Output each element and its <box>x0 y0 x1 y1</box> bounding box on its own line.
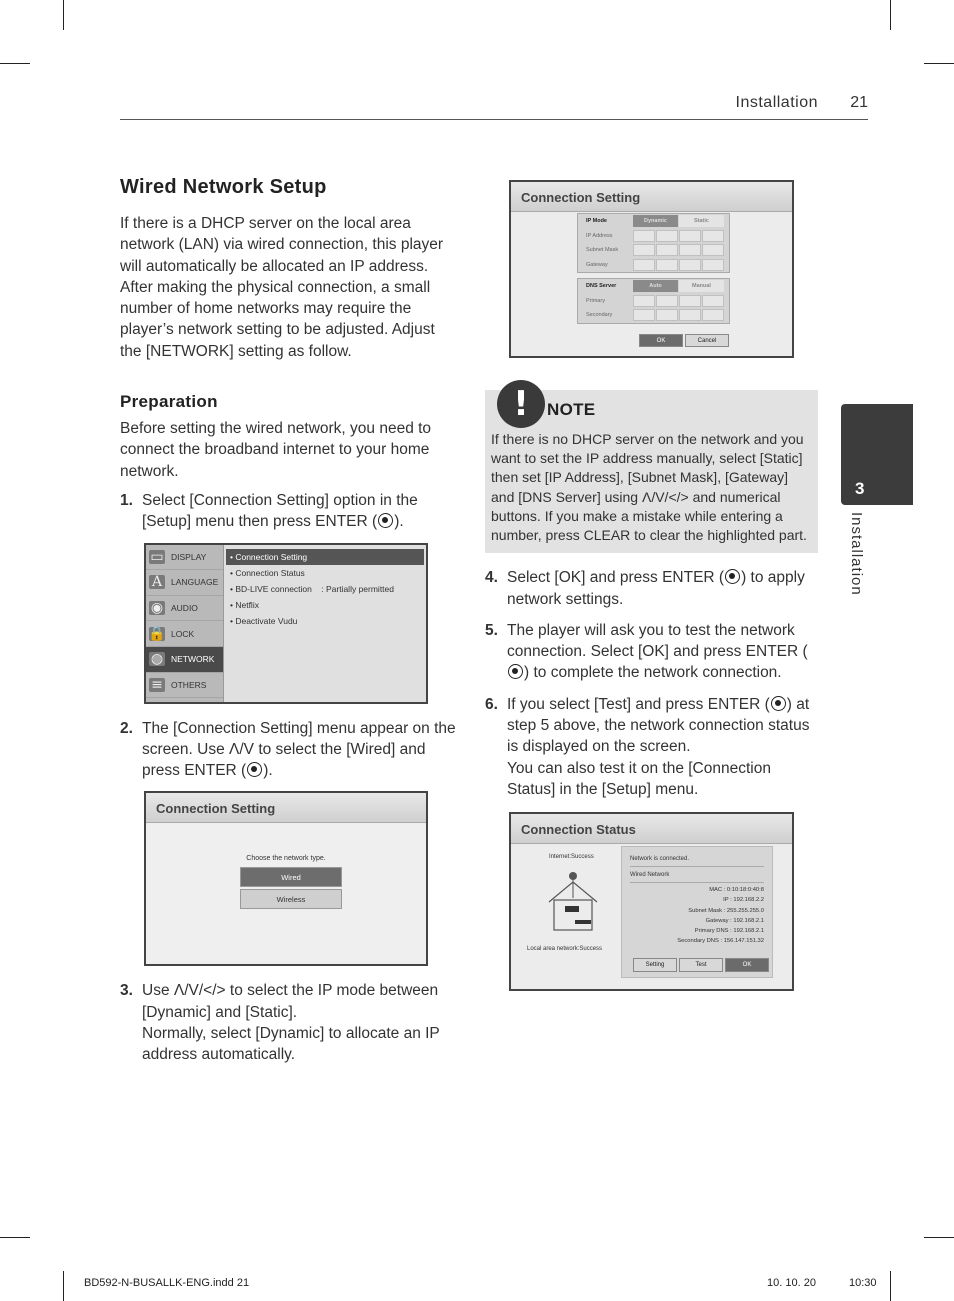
option-vudu: • Deactivate Vudu <box>230 615 298 626</box>
chapter-label: Installation <box>848 512 865 596</box>
lock-icon: 🔒 <box>148 625 166 642</box>
ip-address-label: IP Address <box>586 232 613 239</box>
setup-menu-item-language <box>146 570 223 596</box>
crop-mark <box>890 1271 891 1301</box>
option-connection-setting: • Connection Setting <box>226 549 424 565</box>
step-3 <box>120 980 456 1065</box>
ip-mode-group <box>577 213 730 273</box>
display-icon: ▭ <box>150 548 164 565</box>
mac-address: MAC : 0:10:18:0:40:8 <box>709 887 764 894</box>
setup-menu-screenshot <box>144 543 428 704</box>
secondary-dns: Secondary DNS : 156.147.151.32 <box>677 938 764 945</box>
ip-setting-screenshot <box>509 180 794 358</box>
step-text <box>507 567 818 610</box>
step-text-part: You can also test it on the [Connection Status] in the [Setup] menu. <box>507 759 771 798</box>
ip-address: IP : 192.168.2.2 <box>723 897 764 904</box>
steps-list <box>120 980 456 1065</box>
intro-paragraph: If there is a DHCP server on the local area network (LAN) via wired connection, this player will automatically be allocated an IP address. After making the physical connection, a small number of home networks may require the player’s network setting to be adjusted. Adjust the [NETWORK] setting as follow. <box>120 215 444 360</box>
step-text-part: ) to complete the network connection. <box>524 664 782 682</box>
subnet-mask: Subnet Mask : 255.255.255.0 <box>688 907 764 914</box>
step-text <box>507 620 818 684</box>
setup-menu-item-label: NETWORK <box>171 654 215 665</box>
enter-icon <box>771 696 786 711</box>
footer-file: BD592-N-BUSALLK-ENG.indd 21 <box>84 1277 250 1289</box>
setup-menu-item-label: AUDIO <box>171 603 198 614</box>
page-number: 21 <box>850 94 868 111</box>
primary-dns: Primary DNS : 192.168.2.1 <box>694 928 764 934</box>
exclamation-icon: ! <box>497 380 545 428</box>
step-4 <box>485 567 818 610</box>
static-button: Static <box>679 215 724 227</box>
option-value: : Partially permitted <box>321 583 394 594</box>
screen-title: Connection Setting <box>146 793 426 823</box>
step-text <box>142 490 456 533</box>
note-box <box>485 384 818 553</box>
step-text-part: ). <box>394 513 404 531</box>
primary-dns-label: Primary <box>586 297 605 304</box>
screen-title: Connection Status <box>511 814 792 844</box>
audio-icon: ◉ <box>150 600 164 617</box>
house-icon <box>545 872 601 932</box>
preparation-heading: Preparation <box>120 392 218 412</box>
setup-menu-item-label: LOCK <box>171 628 195 639</box>
step-number: 4. <box>485 569 498 587</box>
steps-list <box>485 567 818 800</box>
running-head <box>120 94 868 120</box>
ip-mode-label: IP Mode <box>586 218 607 225</box>
lan-status: Local area network:Success <box>527 946 603 953</box>
ok-button: OK <box>639 334 683 347</box>
left-column <box>120 176 456 1076</box>
option-bdlive <box>226 581 424 597</box>
crop-mark <box>0 63 30 64</box>
chapter-number: 3 <box>855 479 865 498</box>
setup-menu-item-display <box>146 545 223 571</box>
step-text-part: ) to apply network settings. <box>507 569 805 608</box>
setup-menu-item-label: OTHERS <box>171 679 207 690</box>
step-text-part: Select [Connection Setting] option in the [Setup] menu then press ENTER ( <box>142 491 418 531</box>
step-1 <box>120 490 456 533</box>
crop-mark <box>63 0 64 30</box>
gateway-label: Gateway <box>586 261 608 268</box>
gateway: Gateway : 192.168.2.1 <box>705 917 764 924</box>
connected-message: Network is connected. <box>630 851 764 867</box>
step-text-part: The [Connection Setting] menu appear on the screen. Use <box>142 719 456 758</box>
option-connection-status: • Connection Status <box>230 567 305 578</box>
network-type-prompt: Choose the network type. <box>246 855 326 863</box>
setup-menu-item-label: LANGUAGE <box>171 577 219 588</box>
crop-mark <box>890 0 891 30</box>
setup-menu-item-label: DISPLAY <box>171 551 207 562</box>
network-info <box>630 885 764 946</box>
preparation-text: Before setting the wired network, you need to connect the broadband internet to your home network. <box>120 420 432 480</box>
screen-title: Connection Setting <box>511 182 792 212</box>
enter-icon <box>508 664 523 679</box>
step-text-part: If you select [Test] and press ENTER ( <box>507 695 770 713</box>
network-diagram <box>527 850 627 960</box>
wireless-option: Wireless <box>240 889 342 909</box>
step-text <box>142 718 456 782</box>
step-text-part: to select the [Wired] and press ENTER ( <box>142 740 426 780</box>
step-5 <box>485 620 818 684</box>
chapter-tab <box>841 404 913 505</box>
network-icon: ◍ <box>150 651 164 668</box>
setting-button: Setting <box>633 958 677 972</box>
step-number: 3. <box>120 982 133 1000</box>
dynamic-button: Dynamic <box>633 215 678 227</box>
step-text-part: to select the IP mode between [Dynamic] and [Static]. <box>142 982 439 1021</box>
enter-icon <box>725 569 740 584</box>
arrow-keys: Λ/V/</> <box>641 488 689 505</box>
setup-menu-item-network <box>146 647 223 673</box>
setup-menu-sidebar <box>146 545 224 702</box>
step-text-part: Select [OK] and press ENTER ( <box>507 569 725 587</box>
step-text-part: Use <box>142 982 174 1000</box>
step-2 <box>120 718 456 782</box>
steps-list <box>120 718 456 782</box>
option-netflix: • Netflix <box>230 599 259 610</box>
step-number: 6. <box>485 695 498 713</box>
arrow-keys: Λ/V <box>229 740 255 758</box>
step-number: 5. <box>485 621 498 639</box>
step-text <box>507 694 818 800</box>
step-text <box>142 980 456 1065</box>
step-number: 1. <box>120 491 133 509</box>
right-column <box>485 180 818 991</box>
step-text-part: ). <box>263 762 273 780</box>
page-title: Wired Network Setup <box>120 176 327 198</box>
note-text-part: If there is no DHCP server on the network and you want to set the IP address manually, select [Static] then set [IP Address], [Subnet Mask], [Gateway] and [DNS Server] using <box>491 431 804 505</box>
step-text-part: Normally, select [Dynamic] to allocate an IP address automatically. <box>142 1025 440 1064</box>
crop-mark <box>63 1271 64 1301</box>
footer-date: 10. 10. 20 <box>767 1277 816 1289</box>
crop-mark <box>924 1237 954 1238</box>
note-text <box>491 430 812 545</box>
setup-menu-item-lock <box>146 621 223 647</box>
setup-menu-item-others <box>146 673 223 699</box>
step-text-part: ) at step 5 above, the network connection status is displayed on the screen. <box>507 695 810 756</box>
network-type-screenshot <box>144 791 428 966</box>
step-number: 2. <box>120 719 133 737</box>
setup-menu-options <box>224 545 426 702</box>
connection-status-screenshot <box>509 812 794 991</box>
internet-status: Internet:Success <box>549 854 594 861</box>
language-icon: A <box>149 575 165 589</box>
section-title: Installation <box>735 94 818 111</box>
note-label: NOTE <box>547 400 596 419</box>
secondary-dns-label: Secondary <box>586 312 613 319</box>
dns-server-label: DNS Server <box>586 283 617 290</box>
option-label: • BD-LIVE connection <box>230 583 312 594</box>
manual-button: Manual <box>679 280 724 292</box>
test-button: Test <box>679 958 723 972</box>
arrow-keys: Λ/V/</> <box>173 982 226 1000</box>
dns-group <box>577 278 730 324</box>
wired-option: Wired <box>240 867 342 887</box>
enter-icon <box>247 762 262 777</box>
steps-list <box>120 490 456 533</box>
setup-menu-item-audio <box>146 596 223 622</box>
auto-button: Auto <box>633 280 678 292</box>
subnet-mask-label: Subnet Mask <box>586 247 619 254</box>
cancel-button: Cancel <box>685 334 729 347</box>
network-type: Wired Network <box>630 867 764 883</box>
enter-icon <box>378 513 393 528</box>
ok-button: OK <box>725 958 769 972</box>
crop-mark <box>924 63 954 64</box>
footer-time: 10:30 <box>849 1277 877 1289</box>
step-6 <box>485 694 818 800</box>
note-text-part: and numerical buttons. If you make a mistake while entering a number, press CLEAR to clear the highlighted part. <box>491 488 807 544</box>
others-icon: ≡ <box>149 678 165 692</box>
step-text-part: The player will ask you to test the network connection. Select [OK] and press ENTER ( <box>507 621 808 661</box>
crop-mark <box>0 1237 30 1238</box>
